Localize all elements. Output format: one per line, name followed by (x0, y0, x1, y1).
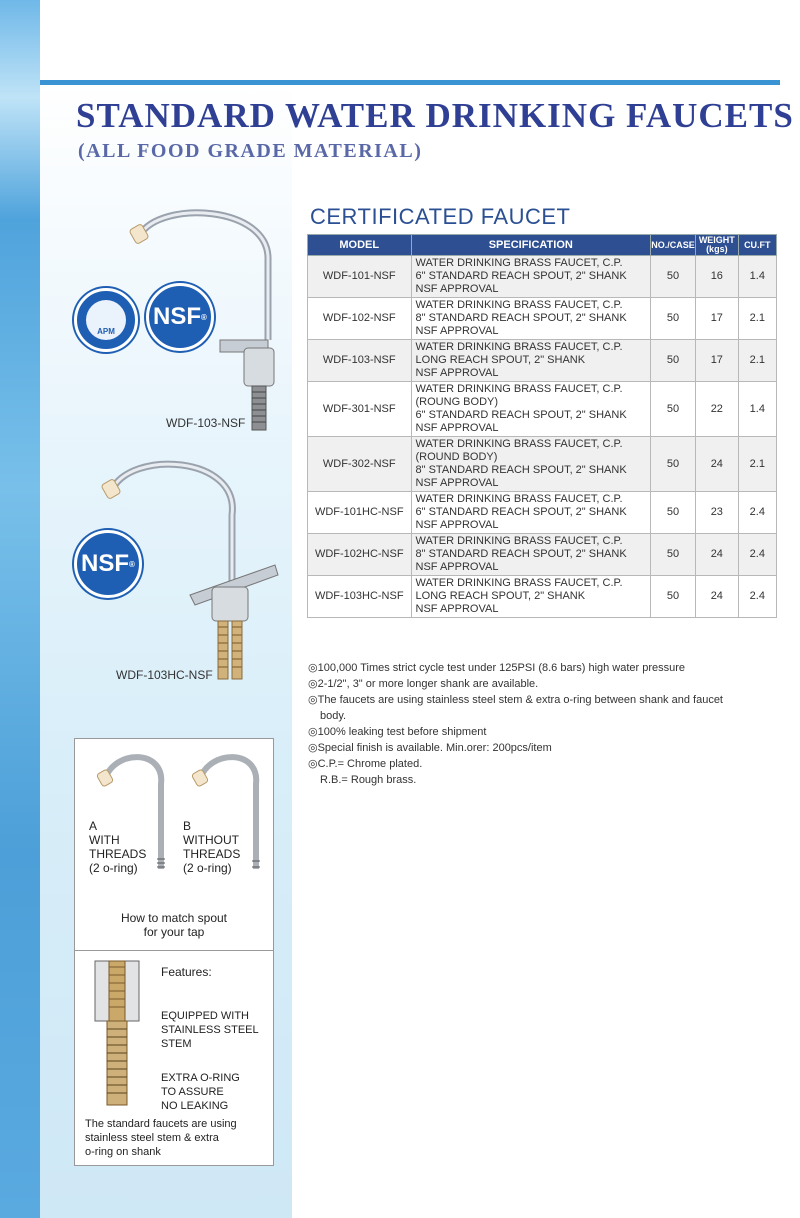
cell-nocase: 50 (651, 256, 696, 298)
features-bottom-line3: o-ring on shank (85, 1146, 161, 1158)
spout-b-line3: (2 o-ring) (183, 861, 232, 875)
cell-spec (411, 298, 651, 340)
section-title: CERTIFICATED FAUCET (310, 204, 571, 229)
weight-unit: (kgs) (706, 244, 728, 254)
spec-line: WATER DRINKING BRASS FAUCET, C.P. (415, 493, 623, 505)
spec-line: WATER DRINKING BRASS FAUCET, C.P. (415, 438, 623, 450)
col-header-weight (696, 235, 739, 256)
note-item: ◎The faucets are using stainless steel stem & extra o-ring between shank and faucet (308, 694, 723, 706)
cell-model: WDF-102HC-NSF (308, 534, 412, 576)
features-box (74, 950, 274, 1166)
spout-b-letter: B (183, 819, 192, 833)
feature-stem-line1: EQUIPPED WITH (161, 1010, 250, 1022)
spec-line: (ROUNG BODY) (415, 396, 499, 408)
feature-oring-line3: NO LEAKING (161, 1100, 229, 1112)
spec-line: NSF APPROVAL (415, 325, 499, 337)
feature-stem (161, 1009, 259, 1051)
spec-line: 6" STANDARD REACH SPOUT, 2" SHANK (415, 270, 627, 282)
spout-a-line1: WITH (89, 833, 120, 847)
table-row (308, 340, 777, 382)
note-item: ◎Special finish is available. Min.orer: 200pcs/item (308, 742, 552, 754)
cell-model: WDF-101HC-NSF (308, 492, 412, 534)
note-item: ◎100% leaking test before shipment (308, 726, 487, 738)
spout-b-text (183, 819, 240, 875)
cell-model: WDF-103-NSF (308, 340, 412, 382)
cell-spec (411, 382, 651, 437)
features-bottom-text (85, 1117, 237, 1159)
cell-cuft: 1.4 (738, 256, 776, 298)
product-label-wdf-103-nsf: WDF-103-NSF (166, 416, 246, 430)
spec-line: 8" STANDARD REACH SPOUT, 2" SHANK (415, 548, 627, 560)
spec-line: WATER DRINKING BRASS FAUCET, C.P. (415, 535, 623, 547)
table-row (308, 382, 777, 437)
cell-cuft: 2.1 (738, 298, 776, 340)
note-item: ◎C.P.= Chrome plated. (308, 758, 423, 770)
cell-nocase: 50 (651, 382, 696, 437)
cell-weight: 23 (696, 492, 739, 534)
cell-cuft: 2.1 (738, 340, 776, 382)
spout-caption (75, 911, 273, 939)
spout-b-line2: THREADS (183, 847, 241, 861)
col-header-cuft: CU.FT (738, 235, 776, 256)
cell-model: WDF-102-NSF (308, 298, 412, 340)
cell-model: WDF-101-NSF (308, 256, 412, 298)
cell-cuft: 2.4 (738, 492, 776, 534)
cell-model: WDF-302-NSF (308, 437, 412, 492)
weight-label: WEIGHT (698, 235, 735, 245)
spec-line: WATER DRINKING BRASS FAUCET, C.P. (415, 341, 623, 353)
cell-model: WDF-301-NSF (308, 382, 412, 437)
cell-nocase: 50 (651, 437, 696, 492)
spout-a-text (89, 819, 146, 875)
spec-line: NSF APPROVAL (415, 603, 499, 615)
spout-caption-line2: for your tap (143, 925, 205, 939)
faucet-wdf-103-nsf-image (120, 200, 280, 440)
nsf-label: NSF (153, 303, 202, 330)
spec-line: 6" STANDARD REACH SPOUT, 2" SHANK (415, 409, 627, 421)
spec-line: 6" STANDARD REACH SPOUT, 2" SHANK (415, 506, 627, 518)
features-bottom-line1: The standard faucets are using (85, 1118, 237, 1130)
cell-weight: 24 (696, 534, 739, 576)
water-splash-background (0, 0, 40, 1218)
note-item: ◎100,000 Times strict cycle test under 125PSI (8.6 bars) high water pressure (308, 662, 686, 674)
spec-line: WATER DRINKING BRASS FAUCET, C.P. (415, 299, 623, 311)
cell-nocase: 50 (651, 534, 696, 576)
cell-model: WDF-103HC-NSF (308, 576, 412, 618)
spec-line: NSF APPROVAL (415, 477, 499, 489)
cell-nocase: 50 (651, 576, 696, 618)
spout-b-line1: WITHOUT (183, 833, 239, 847)
cell-weight: 24 (696, 576, 739, 618)
feature-stem-line3: STEM (161, 1038, 192, 1050)
cell-spec (411, 492, 651, 534)
nsf-mark: ® (129, 559, 135, 569)
spec-line: LONG REACH SPOUT, 2" SHANK (415, 590, 586, 602)
spec-line: (ROUND BODY) (415, 451, 498, 463)
cell-nocase: 50 (651, 298, 696, 340)
cell-nocase: 50 (651, 340, 696, 382)
note-item: body. (320, 710, 347, 722)
cell-weight: 17 (696, 340, 739, 382)
nsf-mark: ® (201, 312, 207, 322)
features-title: Features: (161, 965, 212, 979)
spout-a-line2: THREADS (89, 847, 147, 861)
page-subtitle: (ALL FOOD GRADE MATERIAL) (78, 140, 423, 162)
faucet-wdf-103hc-nsf-image (100, 455, 280, 685)
spout-a-line3: (2 o-ring) (89, 861, 138, 875)
feature-oring-line1: EXTRA O-RING (161, 1072, 240, 1084)
cell-nocase: 50 (651, 492, 696, 534)
spec-line: NSF APPROVAL (415, 519, 499, 531)
cell-weight: 22 (696, 382, 739, 437)
feature-stem-line2: STAINLESS STEEL (161, 1024, 259, 1036)
spec-line: LONG REACH SPOUT, 2" SHANK (415, 354, 586, 366)
spout-a-letter: A (89, 819, 98, 833)
cell-cuft: 1.4 (738, 382, 776, 437)
spout-match-box (74, 738, 274, 952)
cell-cuft: 2.4 (738, 576, 776, 618)
cell-spec (411, 437, 651, 492)
table-header-row (308, 235, 777, 256)
spec-line: NSF APPROVAL (415, 367, 499, 379)
cell-spec (411, 340, 651, 382)
cell-weight: 24 (696, 437, 739, 492)
col-header-nocase: NO./CASE (651, 235, 696, 256)
spec-line: NSF APPROVAL (415, 422, 499, 434)
spec-line: NSF APPROVAL (415, 561, 499, 573)
spout-caption-line1: How to match spout (120, 911, 228, 925)
product-label-wdf-103hc-nsf: WDF-103HC-NSF (116, 668, 213, 682)
feature-oring (161, 1071, 240, 1113)
spec-line: 8" STANDARD REACH SPOUT, 2" SHANK (415, 464, 627, 476)
table-row (308, 256, 777, 298)
features-bottom-line2: stainless steel stem & extra (85, 1132, 219, 1144)
col-header-model: MODEL (308, 235, 412, 256)
cell-spec (411, 256, 651, 298)
note-item: ◎2-1/2", 3" or more longer shank are available. (308, 678, 539, 690)
cell-weight: 16 (696, 256, 739, 298)
spec-line: WATER DRINKING BRASS FAUCET, C.P. (415, 257, 623, 269)
table-row (308, 534, 777, 576)
top-rule (40, 80, 780, 85)
cell-spec (411, 534, 651, 576)
page-title: STANDARD WATER DRINKING FAUCETS (76, 96, 794, 135)
note-item: R.B.= Rough brass. (320, 774, 417, 786)
table-row (308, 492, 777, 534)
spec-line: NSF APPROVAL (415, 283, 499, 295)
cell-spec (411, 576, 651, 618)
table-row (308, 437, 777, 492)
spec-line: WATER DRINKING BRASS FAUCET, C.P. (415, 383, 623, 395)
spec-line: WATER DRINKING BRASS FAUCET, C.P. (415, 577, 623, 589)
cell-cuft: 2.1 (738, 437, 776, 492)
spec-line: 8" STANDARD REACH SPOUT, 2" SHANK (415, 312, 627, 324)
col-header-spec: SPECIFICATION (411, 235, 651, 256)
cell-cuft: 2.4 (738, 534, 776, 576)
apm-label: APM (97, 327, 115, 336)
shank-cutaway-icon (87, 957, 147, 1107)
notes-list (308, 660, 768, 788)
feature-oring-line2: TO ASSURE (161, 1086, 224, 1098)
nsf-label: NSF (81, 550, 130, 577)
table-row (308, 298, 777, 340)
spec-table (307, 234, 777, 618)
table-row (308, 576, 777, 618)
cell-weight: 17 (696, 298, 739, 340)
